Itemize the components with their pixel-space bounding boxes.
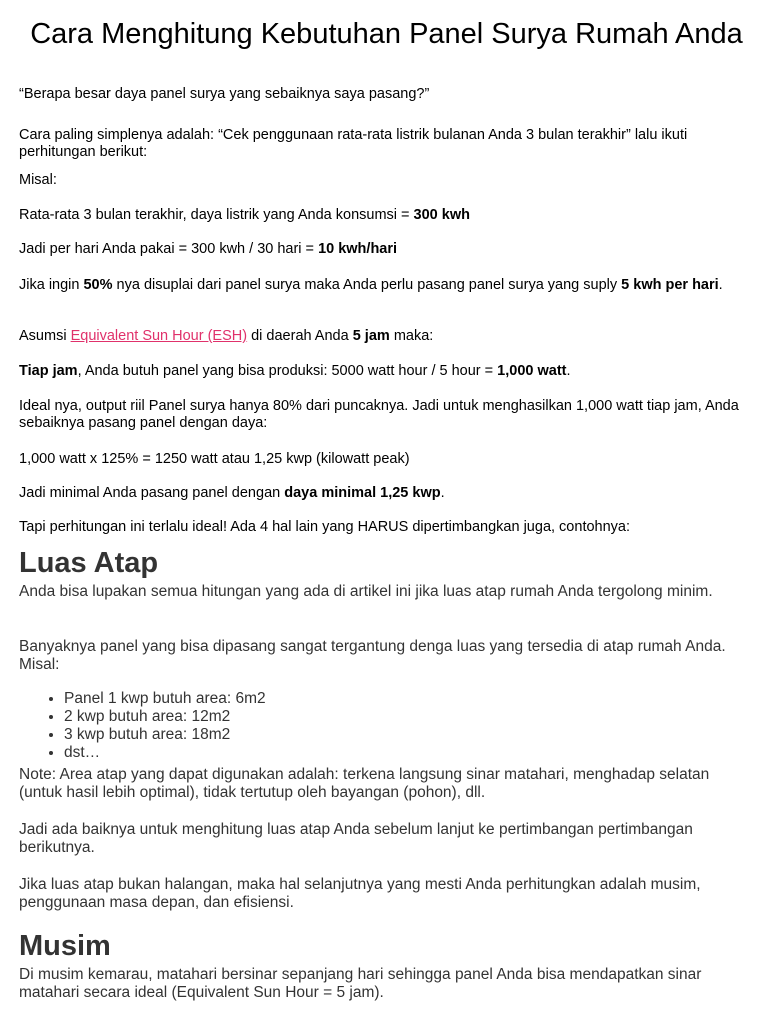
paragraph-question: “Berapa besar daya panel surya yang sebaiknya saya pasang?” bbox=[19, 86, 430, 102]
area-list bbox=[19, 690, 266, 762]
paragraph-minimum: Jadi minimal Anda pasang panel dengan daya minimal 1,25 kwp. bbox=[19, 485, 445, 501]
paragraph-warning: Tapi perhitungan ini terlalu ideal! Ada 4 hal lain yang HARUS dipertimbangkan juga, contohnya: bbox=[19, 519, 631, 535]
paragraph-daily: Jadi per hari Anda pakai = 300 kwh / 30 hari = 10 kwh/hari bbox=[19, 241, 398, 257]
paragraph-esh: Asumsi Equivalent Sun Hour (ESH) di daerah Anda 5 jam maka: bbox=[19, 328, 434, 344]
paragraph-percentage: Jika ingin 50% nya disuplai dari panel surya maka Anda perlu pasang panel surya yang suply 5 kwh per hari. bbox=[19, 277, 723, 293]
list-item: • Panel 1 kwp butuh area: 6m2 bbox=[64, 690, 266, 708]
paragraph-per-hour: Tiap jam, Anda butuh panel yang bisa produksi: 5000 watt hour / 5 hour = 1,000 watt. bbox=[19, 363, 571, 379]
paragraph-luas-1: Anda bisa lupakan semua hitungan yang ada di artikel ini jika luas atap rumah Anda tergolong minim. bbox=[19, 583, 713, 600]
paragraph-consumption: Rata-rata 3 bulan terakhir, daya listrik yang Anda konsumsi = 300 kwh bbox=[19, 207, 470, 223]
paragraph-calculation: 1,000 watt x 125% = 1250 watt atau 1,25 kwp (kilowatt peak) bbox=[19, 451, 410, 467]
document-page bbox=[19, 0, 754, 1001]
esh-link[interactable]: Equivalent Sun Hour (ESH) bbox=[70, 328, 248, 344]
paragraph-luas-3: Jadi ada baiknya untuk menghitung luas atap Anda sebelum lanjut ke pertimbangan pertimbangan berikutnya. bbox=[19, 821, 693, 856]
list-item: • dst… bbox=[64, 744, 266, 762]
list-item: • 3 kwp butuh area: 18m2 bbox=[64, 726, 266, 744]
list-item: • 2 kwp butuh area: 12m2 bbox=[64, 708, 266, 726]
paragraph-luas-4: Jika luas atap bukan halangan, maka hal selanjutnya yang mesti Anda perhitungkan adalah musim, penggunaan masa depan, dan efisiensi. bbox=[19, 876, 701, 911]
paragraph-musim-1: Di musim kemarau, matahari bersinar sepanjang hari sehingga panel Anda bisa mendapatkan sinar matahari secara ideal (Equivalent Sun Hour = 5 jam). bbox=[19, 966, 702, 1001]
paragraph-note: Note: Area atap yang dapat digunakan adalah: terkena langsung sinar matahari, menghadap selatan (untuk hasil lebih optimal), tidak tertutup oleh bayangan (pohon), dll. bbox=[19, 766, 710, 801]
page-title: Cara Menghitung Kebutuhan Panel Surya Rumah Anda bbox=[30, 18, 743, 50]
paragraph-luas-2: Banyaknya panel yang bisa dipasang sangat tergantung denga luas yang tersedia di atap rumah Anda. Misal: bbox=[19, 638, 726, 673]
paragraph-intro: Cara paling simplenya adalah: “Cek penggunaan rata-rata listrik bulanan Anda 3 bulan terakhir” lalu ikuti perhitungan berikut: bbox=[19, 127, 688, 160]
heading-luas-atap: Luas Atap bbox=[19, 547, 159, 579]
paragraph-ideal: Ideal nya, output riil Panel surya hanya 80% dari puncaknya. Jadi untuk menghasilkan 1,000 watt tiap jam, Anda sebaiknya pasang panel dengan daya: bbox=[19, 398, 739, 431]
heading-musim: Musim bbox=[19, 930, 111, 962]
paragraph-misal: Misal: bbox=[19, 172, 57, 188]
